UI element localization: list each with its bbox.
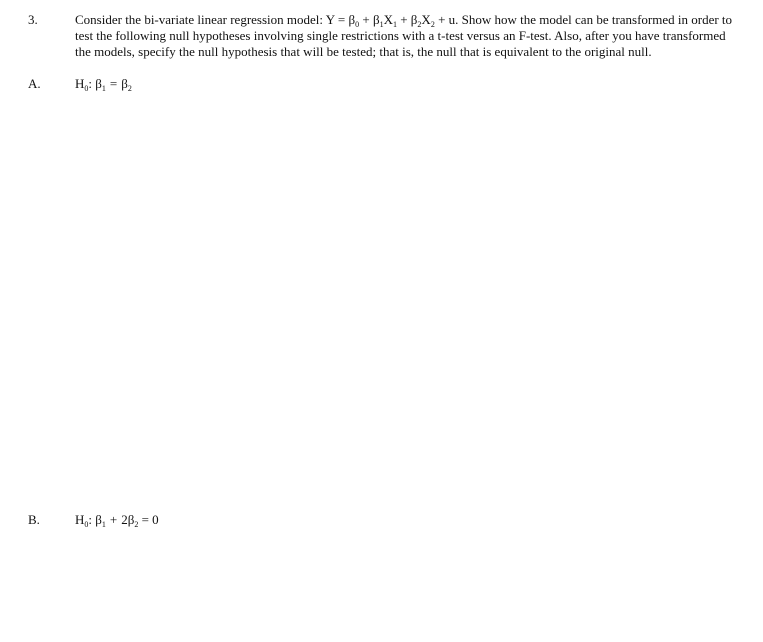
hypothesis-h: H (75, 512, 85, 527)
subscript: 2 (417, 20, 422, 29)
hypothesis-beta: : β (88, 512, 102, 527)
question-text-segment: + u. Show how the model can be transformed in order to (434, 12, 733, 27)
part-b-hypothesis (75, 512, 159, 528)
question-text-segment: X (383, 12, 393, 27)
part-a-hypothesis (75, 76, 132, 92)
question-text-segment: X (421, 12, 431, 27)
subscript: 1 (101, 84, 106, 93)
question-line-2: test the following null hypotheses involving single restrictions with a t-test versus an F-test. Also, after you have transformed (75, 28, 726, 43)
hypothesis-beta: 2β (121, 512, 135, 527)
part-a-label: A. (28, 76, 41, 91)
question-text-segment: Consider the bi-variate linear regression model: Y = β (75, 12, 356, 27)
hypothesis-rhs: = 0 (138, 512, 159, 527)
subscript: 2 (134, 520, 139, 529)
subscript: 2 (430, 20, 435, 29)
subscript: 1 (392, 20, 397, 29)
question-text-segment: + β (396, 12, 418, 27)
question-text-segment: + β (359, 12, 380, 27)
question-text (75, 12, 755, 60)
question-line-1 (75, 12, 755, 28)
hypothesis-operator: = (109, 76, 118, 91)
subscript: 0 (355, 20, 360, 29)
subscript: 0 (84, 520, 89, 529)
question-line-3: the models, specify the null hypothesis that will be tested; that is, the null that is equivalent to the original null. (75, 44, 652, 59)
subscript: 2 (127, 84, 132, 93)
hypothesis-beta: β (121, 76, 128, 91)
question-number: 3. (28, 12, 38, 27)
subscript: 0 (84, 84, 89, 93)
hypothesis-operator: + (109, 512, 118, 527)
part-b-label: B. (28, 512, 40, 527)
hypothesis-h: H (75, 76, 85, 91)
subscript: 1 (379, 20, 384, 29)
hypothesis-beta: : β (88, 76, 102, 91)
subscript: 1 (101, 520, 106, 529)
